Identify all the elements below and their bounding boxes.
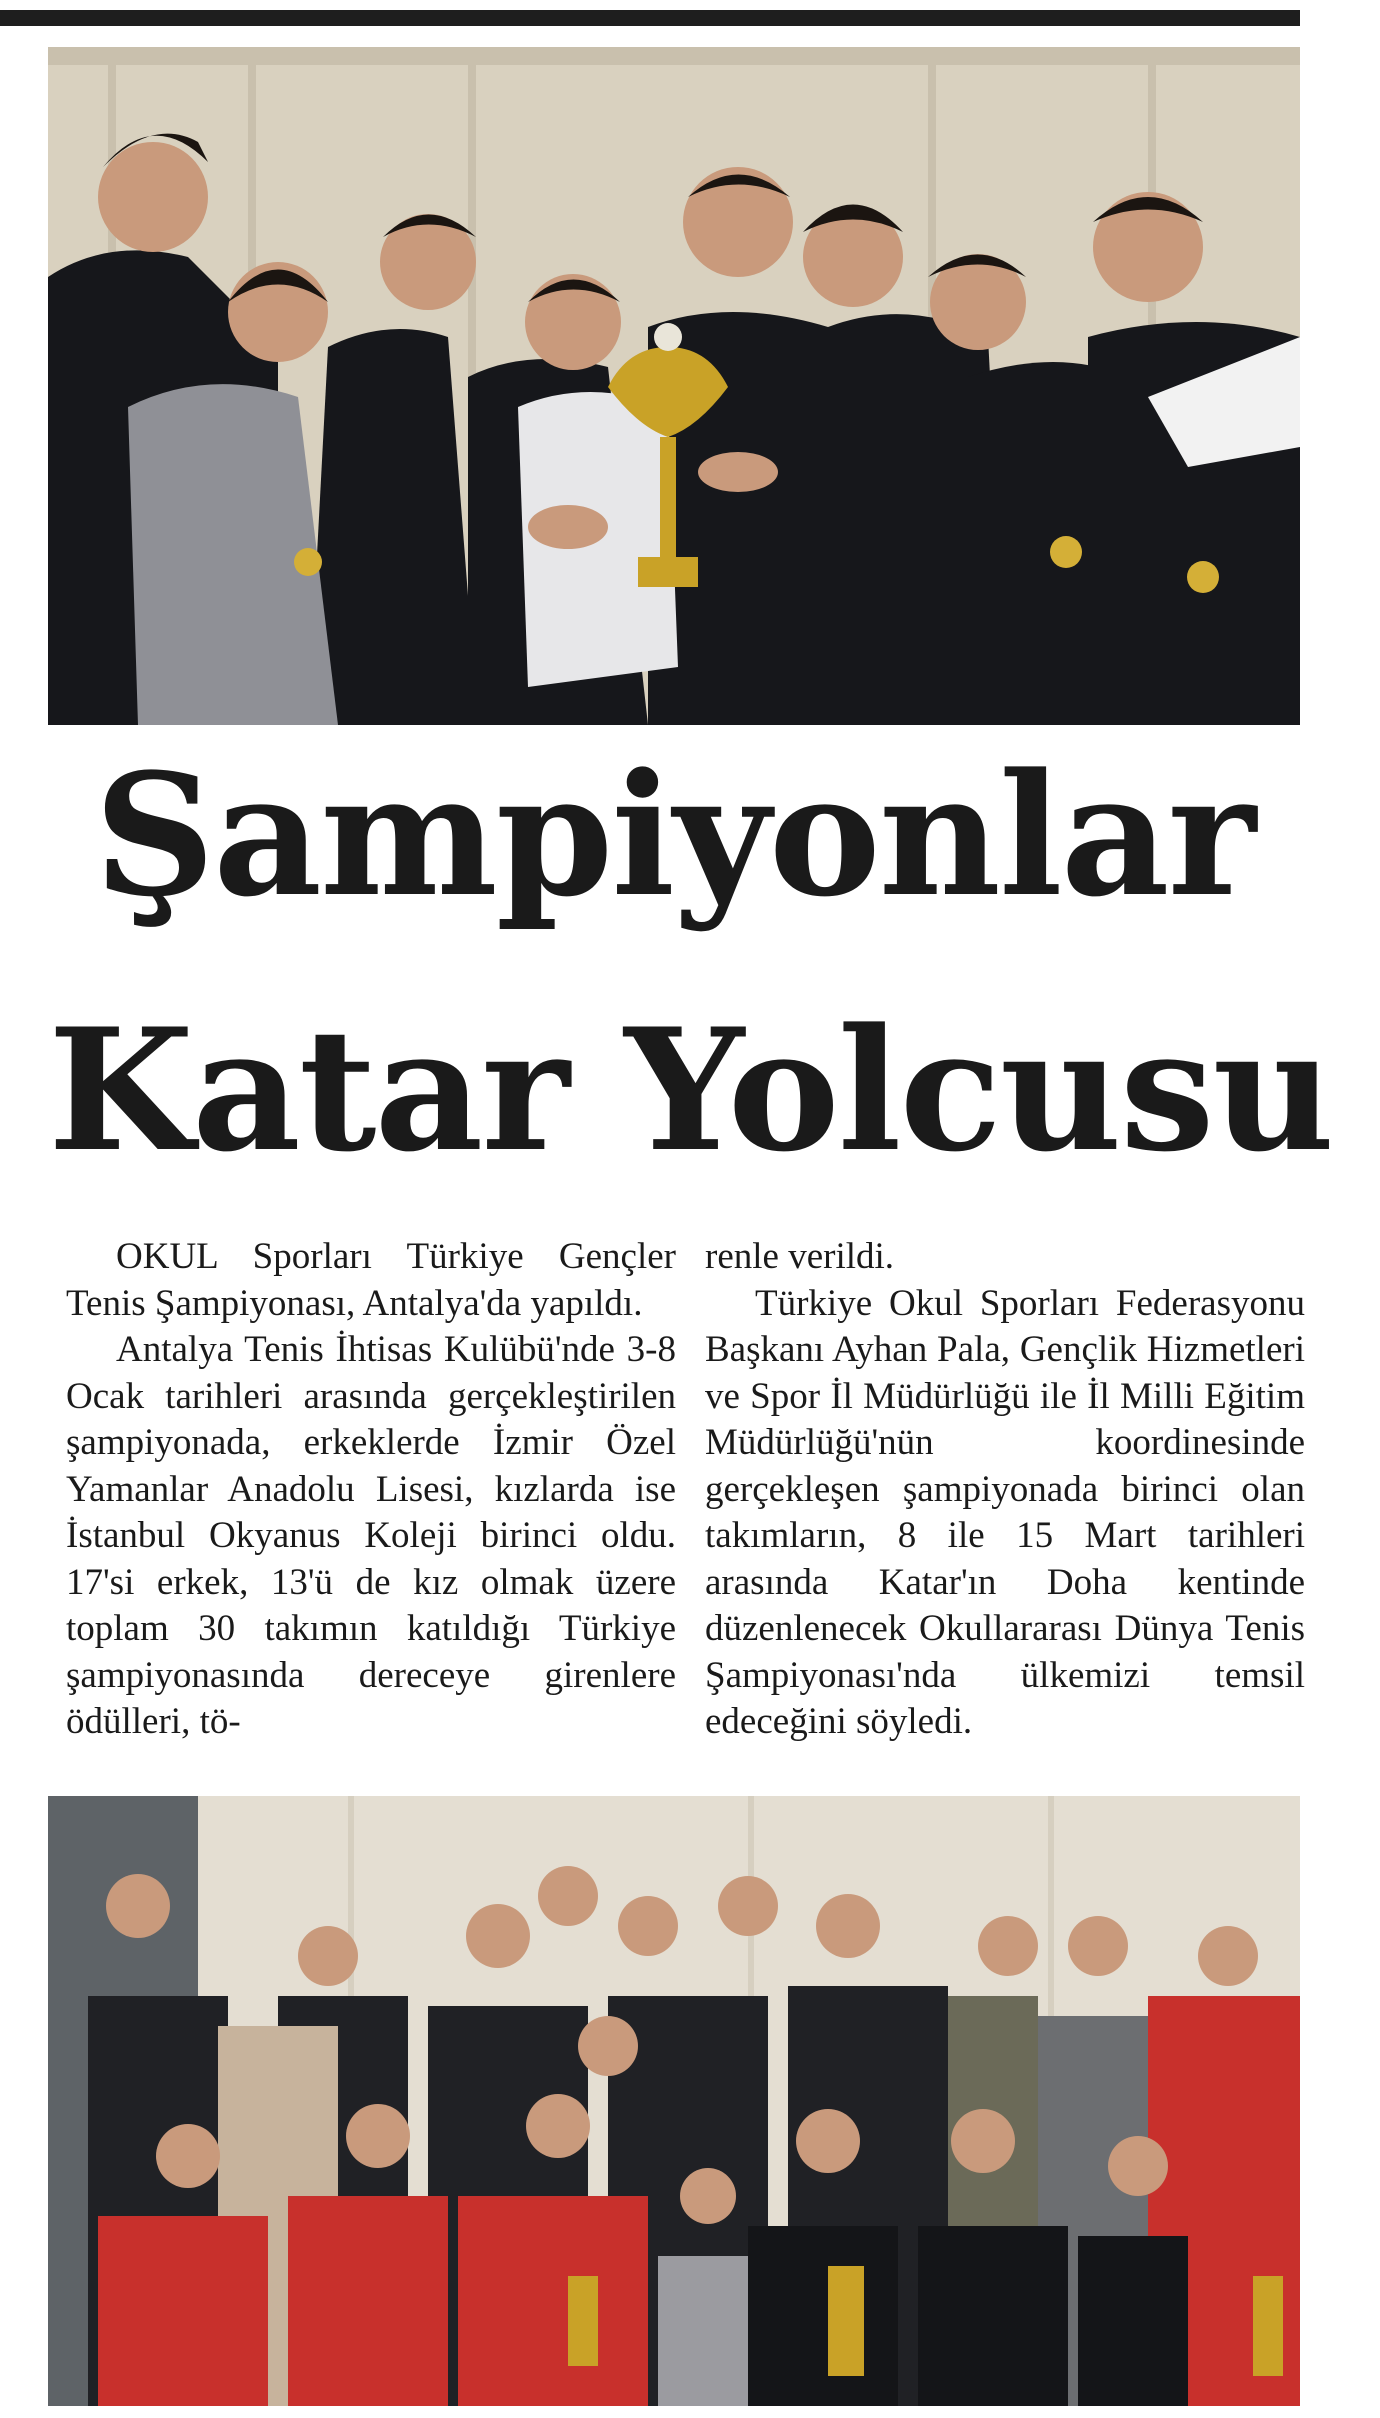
article-paragraph: Antalya Tenis İhtisas Kulübü'nde 3-8 Ocak tarihleri arasında gerçekleştirilen şampiyonada, erkeklerde İzmir Özel Yamanlar Anadolu Lisesi, kızlarda ise İstanbul Okyanus Koleji birinci oldu. 17'si erkek, 13'ü de kız olmak üzere toplam 30 takımın katıldığı Türkiye şampiyonasında dereceye girenlere ödülleri, tö- bbox=[66, 1329, 676, 1742]
team-trophy-photo-illustration bbox=[48, 47, 1300, 725]
team-trophy-photo bbox=[48, 47, 1300, 725]
group-photo bbox=[48, 1796, 1300, 2406]
article-paragraph: OKUL Sporları Türkiye Gençler Tenis Şampiyonası, Antalya'da yapıldı. bbox=[66, 1236, 676, 1324]
article-paragraph-continuation: renle verildi. bbox=[705, 1236, 895, 1277]
headline-line-1: Şampiyonlar bbox=[93, 736, 1255, 934]
group-photo-illustration bbox=[48, 1796, 1300, 2406]
top-rule bbox=[0, 10, 1300, 26]
article-column-right bbox=[705, 1234, 1305, 1746]
headline-line-2: Katar Yolcusu bbox=[48, 991, 1333, 1189]
article-paragraph: Türkiye Okul Sporları Federasyonu Başkanı Ayhan Pala, Gençlik Hizmetleri ve Spor İl Müdürlüğü ile İl Milli Eğitim Müdürlüğü'nün koordinesinde gerçekleşen şampiyonada birinci olan takımların, 8 ile 15 Mart tarihleri arasında Katar'ın Doha kentinde düzenlenecek Okullararası Dünya Tenis Şampiyonası'nda ülkemizi temsil edeceğini söyledi. bbox=[705, 1282, 1305, 1742]
article-column-left bbox=[66, 1234, 676, 1746]
